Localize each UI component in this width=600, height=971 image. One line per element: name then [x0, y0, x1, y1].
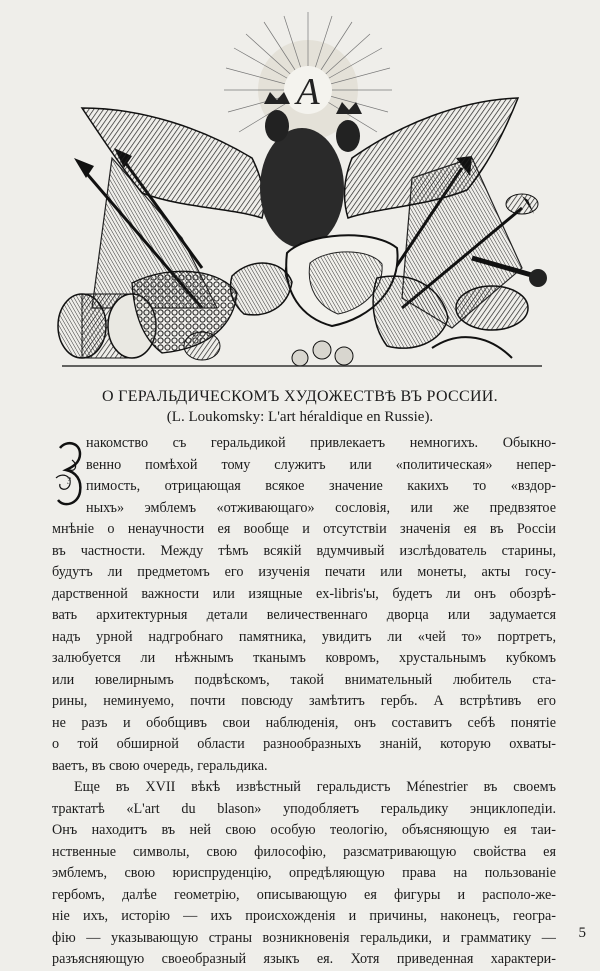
article-subtitle: (L. Loukomsky: L'art héraldique en Russie).	[166, 409, 434, 425]
text-line: гербомъ, далѣе геометрію, описывающую ея фигуры и располо-же-	[52, 886, 556, 903]
paragraph-2	[52, 777, 556, 971]
text-line: разъясняющую своеобразный языкъ ея. Хотя приведенная характери-	[52, 951, 556, 967]
text-line: рины, неминуемо, почти повсюду замѣтитъ гербъ. А встрѣтивъ его	[52, 693, 556, 709]
text-line: въ частности. Между тѣмъ всякій вдумчивый изслѣдователь старины,	[52, 542, 556, 559]
text-line: или ювелирнымъ подвѣскомъ, такой внимательный любитель ста-	[52, 671, 556, 688]
text-line: фію — указывающую страны возникновенія геральдики, и грамматику —	[52, 929, 556, 946]
drop-cap-letter: З	[66, 476, 72, 487]
text-line: будутъ ли предметомъ его изученія печати или монеты, акты госу-	[52, 564, 556, 580]
text-line: надъ урной надгробнаго памятника, увидитъ ли «чей то» портретъ,	[52, 628, 556, 645]
article-body	[52, 433, 556, 971]
monogram: A	[296, 71, 320, 113]
text-line: дарственной важности или изящные ex-libris'ы, будетъ ли онъ обозрѣ-	[52, 585, 556, 602]
radiant-glory	[224, 12, 392, 140]
heraldic-engraving	[52, 8, 548, 376]
text-line: накомство съ геральдикой привлекаетъ немногихъ. Обыкно-	[86, 435, 556, 451]
paragraph-1	[52, 433, 556, 777]
text-line: не разъ и обобщивъ свои наблюденія, онъ составитъ себѣ понятіе	[52, 714, 556, 731]
text-line: трактатѣ «L'art du blason» уподобляетъ геральдику энциклопедіи.	[52, 800, 556, 817]
text-line: нственные символы, свою философію, разсматривающую свойства ея	[52, 843, 556, 860]
text-line: мнѣніе о ненаучности ея вообще и отсутствіи значенія ея въ Россіи	[52, 521, 556, 537]
text-line: залюбуется ли нѣжнымъ тканымъ ковромъ, хрустальнымъ кубкомъ	[52, 650, 556, 666]
text-line: о той обширной области разнообразныхъ знаній, которую охваты-	[52, 736, 556, 752]
text-line: ніе ихъ, исторію — ихъ происхожденія и причины, наконецъ, геогра-	[52, 908, 556, 924]
text-line: венно помѣхой тому служитъ или «политическая» непер-	[86, 456, 556, 473]
text-line: ныхъ» эмблемъ «отживающаго» сословія, или же предвзятое	[86, 499, 556, 516]
text-line: пимость, отрицающая всякое значение какихъ то «вздор-	[86, 478, 556, 494]
article-title: О ГЕРАЛЬДИЧЕСКОМЪ ХУДОЖЕСТВѢ ВЪ РОССИИ.	[102, 388, 498, 405]
text-line: Онъ находитъ въ ней свою особую теологію, объясняющую ея таи-	[52, 822, 556, 838]
text-line: Еще въ XVII вѣкѣ извѣстный геральдистъ Ménestrier въ своемъ	[74, 779, 556, 795]
page-number: 5	[578, 925, 586, 941]
text-line: вать архитектурныя детали величественнаго дворца или задумается	[52, 607, 556, 623]
text-line: ваетъ, въ свою очередь, геральдика.	[52, 757, 268, 774]
text-line: эмблемъ, свою юриспруденцію, опредѣляющую права на пользованіе	[52, 865, 556, 881]
